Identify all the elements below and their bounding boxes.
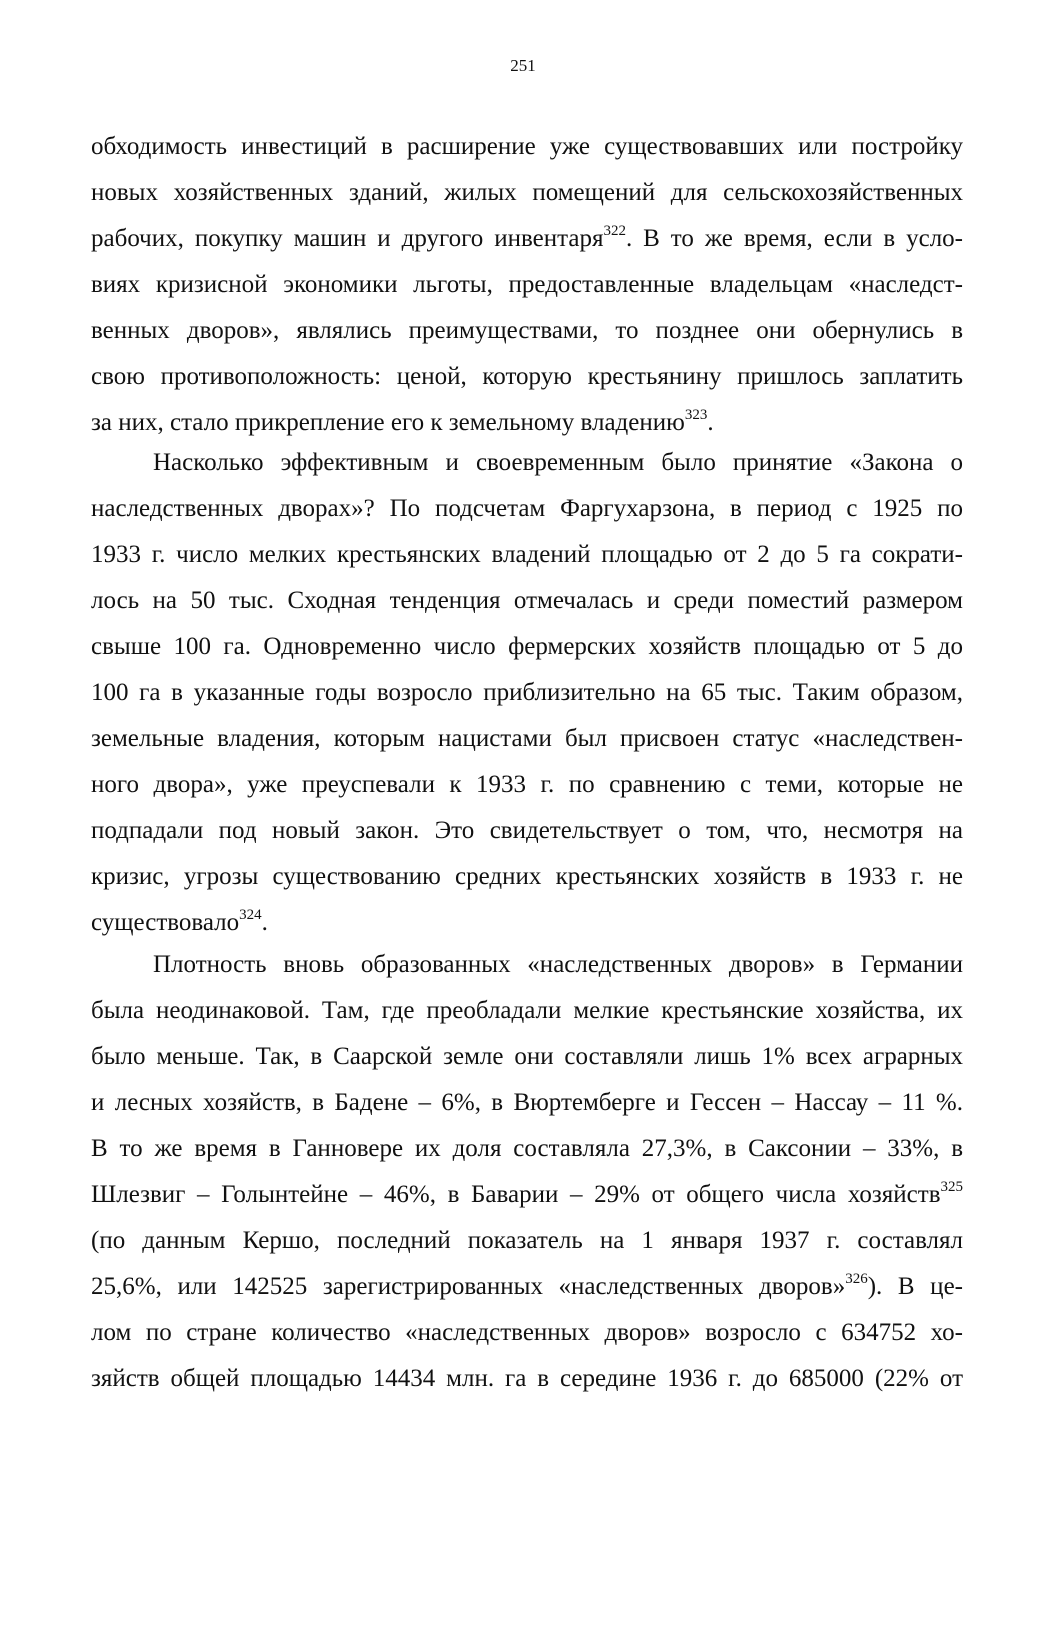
text-line: свыше 100 га. Одновременно число фермерских хозяйств площадью от 5 до <box>91 633 963 660</box>
text-line: Насколько эффективным и своевременным было принятие «Закона о <box>153 449 963 476</box>
page-number: 251 <box>510 56 536 75</box>
text-line: было меньше. Так, в Саарской земле они составляли лишь 1% всех аграрных <box>91 1043 963 1070</box>
paragraph-3 <box>91 942 963 1402</box>
text-line: лом по стране количество «наследственных дворов» возросло с 634752 хо- <box>91 1319 963 1346</box>
footnote-ref: 324 <box>239 907 262 923</box>
footnote-ref: 323 <box>684 407 708 423</box>
text-line: Плотность вновь образованных «наследственных дворов» в Германии <box>153 951 963 978</box>
text-line: была неодинаковой. Там, где преобладали мелкие крестьянские хозяйства, их <box>91 997 963 1024</box>
text-line: виях кризисной экономики льготы, предоставленные владельцам «наследст- <box>91 271 963 298</box>
text-line: 100 га в указанные годы возросло приблизительно на 65 тыс. Таким образом, <box>91 679 963 706</box>
text-line: земельные владения, которым нацистами был присвоен статус «наследствен- <box>91 725 963 752</box>
text-line: свою противоположность: ценой, которую крестьянину пришлось заплатить <box>91 363 963 390</box>
text-line: В то же время в Ганновере их доля составляла 27,3%, в Саксонии – 33%, в <box>91 1135 963 1162</box>
text-line: наследственных дворах»? По подсчетам Фаргухарзона, в период с 1925 по <box>91 495 963 522</box>
text-line: за них, стало прикрепление его к земельному владению$^{323}$. <box>91 407 714 436</box>
text-line: кризис, угрозы существованию средних крестьянских хозяйств в 1933 г. не <box>91 863 963 890</box>
text-line: Шлезвиг – Голынтейне – 46%, в Баварии – 29% от общего числа хозяйств$^{325}$ <box>91 1179 963 1208</box>
text-line: лось на 50 тыс. Сходная тенденция отмечалась и среди поместий размером <box>91 587 963 614</box>
footnote-ref: 326 <box>845 1271 868 1287</box>
text-line: зяйств общей площадью 14434 млн. га в середине 1936 г. до 685000 (22% от <box>91 1365 963 1392</box>
text-line: (по данным Кершо, последний показатель на 1 января 1937 г. составлял <box>91 1227 963 1254</box>
text-line: существовало$^{324}$. <box>91 907 268 936</box>
text-line: ного двора», уже преуспевали к 1933 г. по сравнению с теми, которые не <box>91 771 963 798</box>
text-line: венных дворов», являлись преимуществами, то позднее они обернулись в <box>91 317 963 344</box>
text-line: и лесных хозяйств, в Бадене – 6%, в Вюртемберге и Гессен – Нассау – 11 %. <box>91 1089 963 1116</box>
text-line: обходимость инвестиций в расширение уже существовавших или постройку <box>91 133 963 160</box>
paragraph-1 <box>91 124 963 446</box>
text-line: подпадали под новый закон. Это свидетельствует о том, что, несмотря на <box>91 817 963 844</box>
footnote-ref: 322 <box>603 223 626 239</box>
text-line: рабочих, покупку машин и другого инвентаря$^{322}$. В то же время, если в усло- <box>91 223 963 252</box>
text-line: 25,6%, или 142525 зарегистрированных «наследственных дворов»$^{326}$). В це- <box>91 1271 963 1300</box>
text-line: 1933 г. число мелких крестьянских владений площадью от 2 до 5 га сократи- <box>91 541 963 568</box>
footnote-ref: 325 <box>940 1179 963 1195</box>
paragraph-2 <box>91 440 963 946</box>
text-line: новых хозяйственных зданий, жилых помещений для сельскохозяйственных <box>91 179 963 206</box>
